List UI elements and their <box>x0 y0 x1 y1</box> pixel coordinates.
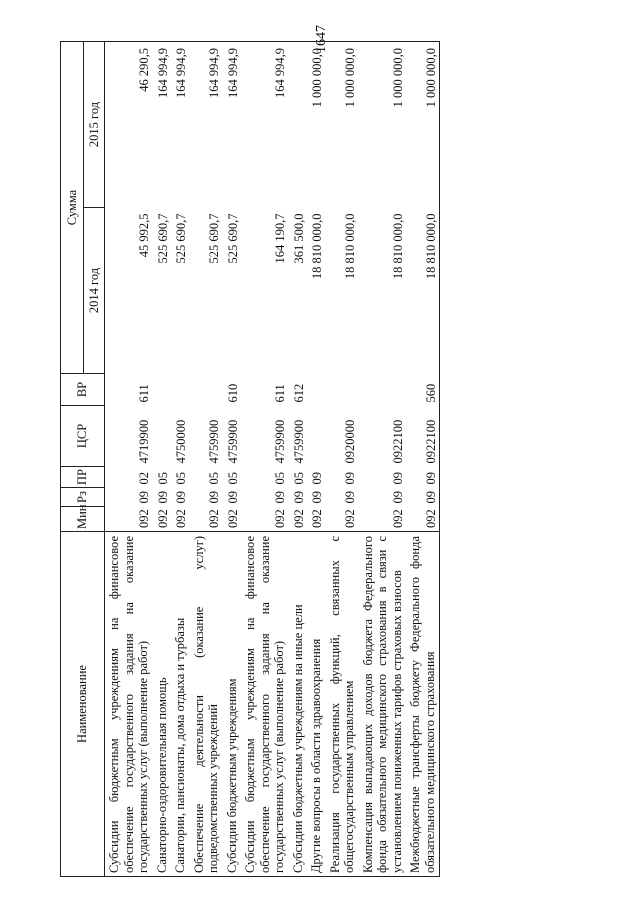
cell-min: 092 <box>207 509 221 528</box>
cell-rz: 09 <box>291 491 306 504</box>
cell-csr: 4750000 <box>174 419 188 464</box>
cell-pr: 09 <box>310 472 324 485</box>
cell-2015: 164 994,9 <box>153 42 172 208</box>
cell-name: Субсидии бюджетным учреждениям <box>223 532 242 877</box>
table-row <box>223 42 242 877</box>
cell-vr: 611 <box>273 384 287 403</box>
cell-vr <box>190 374 223 406</box>
table-body <box>105 42 440 877</box>
cell-csr <box>153 406 172 467</box>
table-row <box>190 42 223 877</box>
cell-2014: 45 992,5 <box>137 213 151 258</box>
cell-vr <box>326 374 359 406</box>
cell-pr: 02 <box>137 472 151 485</box>
cell-csr <box>307 406 326 467</box>
cell-min: 092 <box>406 507 440 532</box>
cell-rz: 09 <box>207 491 221 504</box>
cell-pr: 09 <box>390 472 405 485</box>
cell-min: 092 <box>137 509 151 528</box>
cell-2014: 18 810 000,0 <box>406 208 440 374</box>
cell-2015: 1 000 000,0 <box>326 42 359 208</box>
cell-2015: 1 000 000,0 <box>406 42 440 208</box>
cell-vr: 560 <box>406 374 440 406</box>
cell-vr <box>171 374 190 406</box>
cell-name: Другие вопросы в области здравоохранения <box>307 532 326 877</box>
cell-pr: 05 <box>291 472 306 485</box>
budget-table-container <box>60 42 580 877</box>
cell-csr: 4719900 <box>137 419 151 464</box>
cell-pr: 09 <box>406 467 440 488</box>
cell-2014: 361 500,0 <box>291 213 306 264</box>
cell-2014: 164 190,7 <box>273 213 287 264</box>
header-sum: Сумма <box>61 42 84 374</box>
cell-csr: 0920000 <box>343 419 357 464</box>
cell-2015: 164 994,9 <box>241 42 289 208</box>
cell-name: Субсидии бюджетным учреждениям на финансовое обеспечение государственного задания на оказание государственных услуг (выполнение работ) <box>105 532 153 877</box>
table-row <box>289 42 308 877</box>
cell-2014: 18 810 000,0 <box>310 213 324 280</box>
cell-rz: 09 <box>273 491 287 504</box>
header-vr: ВР <box>61 374 105 406</box>
cell-vr <box>307 374 326 406</box>
cell-vr: 611 <box>137 384 151 403</box>
cell-rz: 09 <box>310 491 324 504</box>
cell-2015 <box>289 42 308 208</box>
header-2015: 2015 год <box>84 42 105 208</box>
cell-2015: 164 994,9 <box>223 42 242 208</box>
cell-2014: 525 690,7 <box>225 213 240 264</box>
cell-2015: 46 290,5 <box>105 42 153 208</box>
cell-csr: 0922100 <box>390 419 405 464</box>
cell-pr: 05 <box>207 472 221 485</box>
cell-name: Обеспечение деятельности (оказание услуг) подведомственных учреждений <box>190 532 223 877</box>
cell-min: 092 <box>343 509 357 528</box>
table-row <box>171 42 190 877</box>
cell-min: 092 <box>390 509 405 528</box>
cell-2014: 18 810 000,0 <box>390 213 405 280</box>
table-row <box>105 42 153 877</box>
cell-2014: 18 810 000,0 <box>343 213 357 280</box>
cell-vr: 610 <box>225 383 240 403</box>
cell-vr <box>153 374 172 406</box>
cell-rz: 09 <box>390 491 405 504</box>
cell-csr: 4759900 <box>291 419 306 464</box>
header-csr: ЦСР <box>61 406 105 467</box>
cell-name: Субсидии бюджетным учреждениям на финансовое обеспечение государственного задания на оказание государственных услуг (выполнение работ) <box>241 532 289 877</box>
cell-2015: 1 000 000,0 <box>359 42 407 208</box>
table-row <box>359 42 407 877</box>
cell-name: Санаторно-оздоровительная помощь <box>153 532 172 877</box>
cell-pr: 05 <box>225 472 240 485</box>
table-row <box>326 42 359 877</box>
cell-2014: 525 690,7 <box>174 213 188 264</box>
table-row <box>406 42 440 877</box>
cell-name: Реализация государственных функций, связанных с общегосударственным управлением <box>326 532 359 877</box>
budget-table <box>60 41 440 877</box>
cell-min: 092 <box>273 509 287 528</box>
cell-min: 092 <box>291 509 306 528</box>
cell-rz: 09 <box>174 491 188 504</box>
cell-2014: 525 690,7 <box>207 213 221 264</box>
cell-csr: 4759900 <box>207 419 221 464</box>
header-rz: Рз <box>61 488 105 507</box>
table-row <box>153 42 172 877</box>
cell-min: 092 <box>174 509 188 528</box>
cell-min: 092 <box>225 509 240 528</box>
header-name: Наименование <box>61 532 105 877</box>
cell-vr <box>359 374 407 406</box>
table-row <box>307 42 326 877</box>
cell-min: 092 <box>310 509 324 528</box>
cell-name: Субсидии бюджетным учреждениям на иные цели <box>289 532 308 877</box>
cell-rz: 09 <box>406 488 440 507</box>
cell-csr: 0922100 <box>406 406 440 467</box>
cell-pr: 09 <box>343 472 357 485</box>
cell-pr: 05 <box>174 472 188 485</box>
cell-pr: 05 <box>273 472 287 485</box>
page-number: 1647 <box>314 25 329 53</box>
cell-rz: 09 <box>155 491 170 504</box>
header-min: Мин <box>61 507 105 532</box>
cell-2015: 164 994,9 <box>190 42 223 208</box>
cell-pr: 05 <box>155 472 170 485</box>
cell-csr: 4759900 <box>225 419 240 464</box>
cell-2014: 525 690,7 <box>155 213 170 264</box>
header-pr: ПР <box>61 467 105 488</box>
cell-2015: 1 000 000,0 <box>307 42 326 208</box>
cell-rz: 09 <box>343 491 357 504</box>
cell-csr: 4759900 <box>273 419 287 464</box>
cell-min: 092 <box>155 509 170 528</box>
cell-name: Компенсация выпадающих доходов бюджета Федерального фонда обязательного медицинского страхования в связи с установлением пониженных тарифов страховых взносов <box>359 532 407 877</box>
cell-name: Санатории, пансионаты, дома отдыха и турбазы <box>171 532 190 877</box>
cell-vr: 612 <box>291 383 306 403</box>
cell-name: Межбюджетные трансферты бюджету Федерального фонда обязательного медицинского страхования <box>406 532 440 877</box>
cell-rz: 09 <box>137 491 151 504</box>
header-2014: 2014 год <box>84 208 105 374</box>
table-row <box>241 42 289 877</box>
cell-2015: 164 994,9 <box>171 42 190 208</box>
table-header <box>61 42 105 877</box>
cell-rz: 09 <box>225 491 240 504</box>
